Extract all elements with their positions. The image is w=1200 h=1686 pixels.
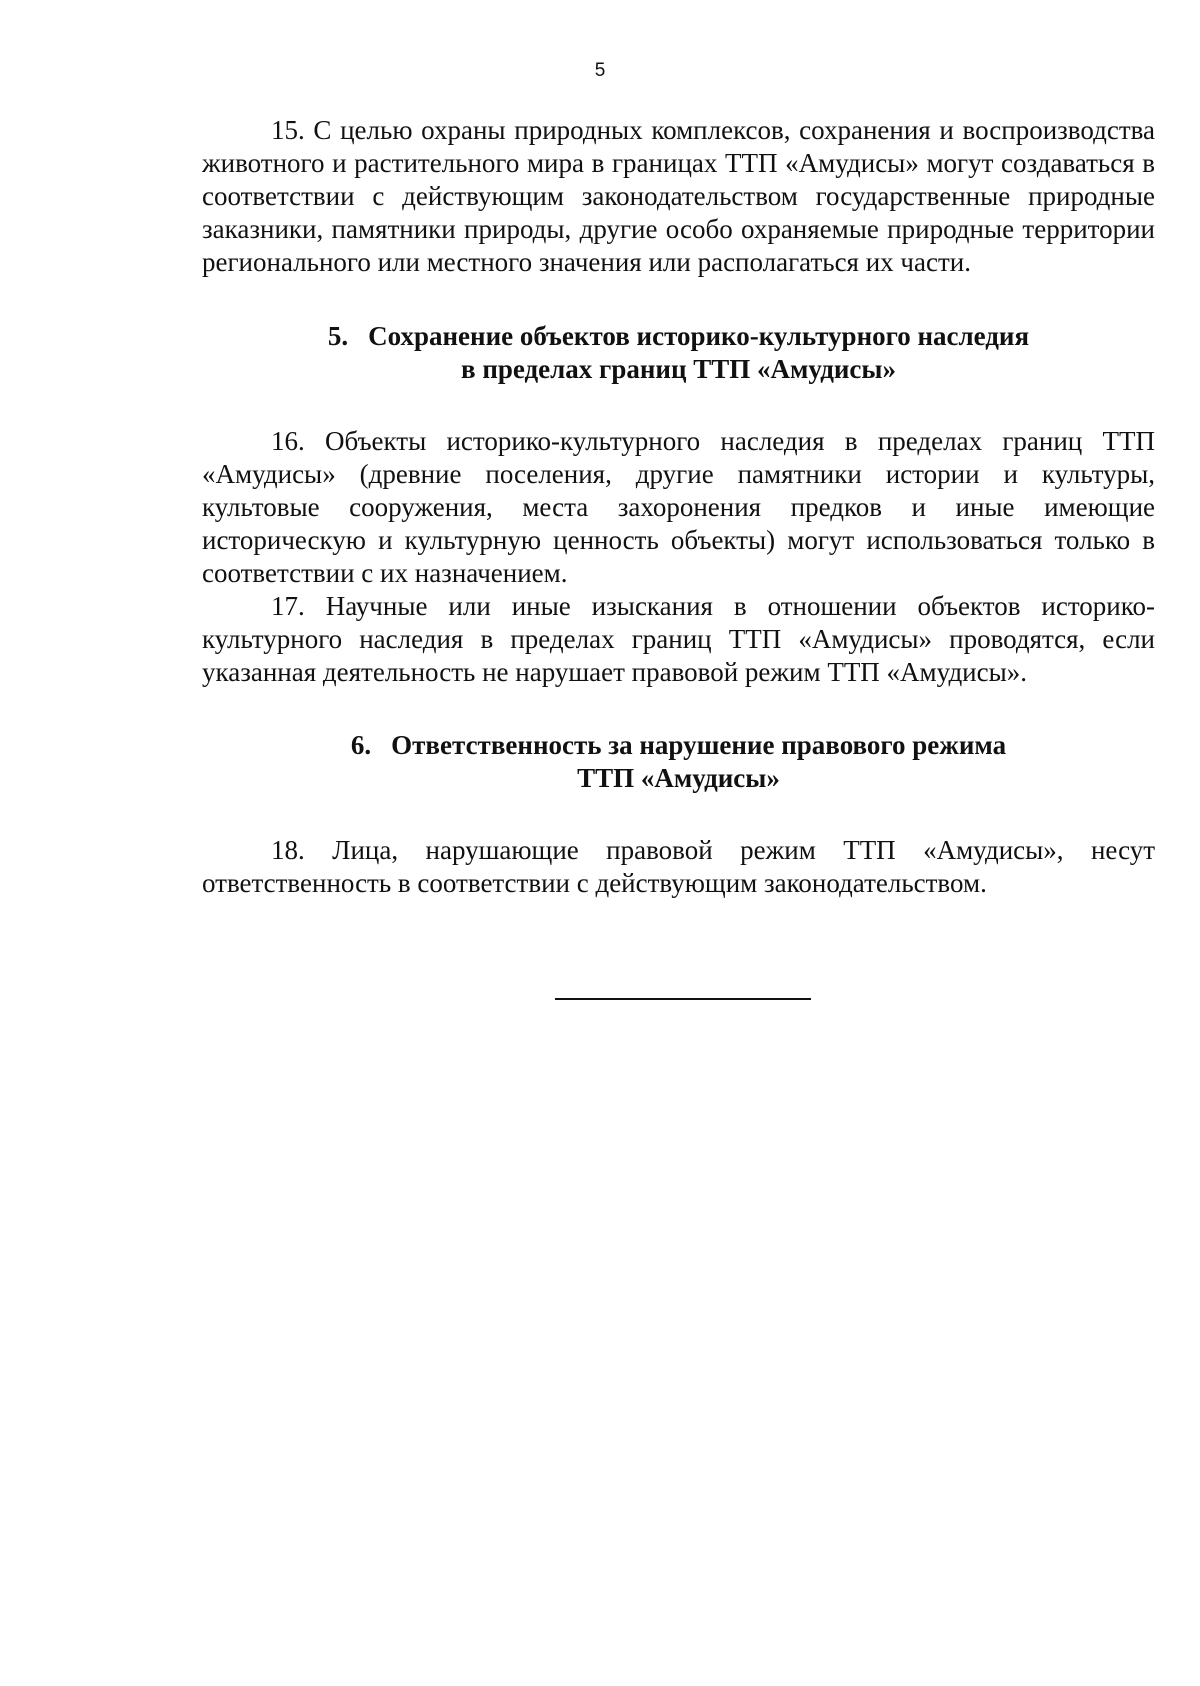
section-6-title-line-2: ТТП «Амудисы» xyxy=(577,763,780,793)
section-5-heading xyxy=(202,320,1155,386)
section-5-number: 5. xyxy=(327,321,349,351)
section-6-title-line-1: Ответственность за нарушение правового режима xyxy=(391,730,1007,760)
paragraph-17: 17. Научные или иные изыскания в отношении объектов историко-культурного наследия в пределах границ ТТП «Амудисы» проводятся, если указанная деятельность не нарушает правовой режим ТТП «Амудисы». xyxy=(202,591,1155,687)
page-number: 5 xyxy=(594,60,606,81)
section-5-title-line-1: Сохранение объектов историко-культурного наследия xyxy=(368,321,1030,351)
section-6-number: 6. xyxy=(350,730,372,760)
section-6-heading xyxy=(202,729,1155,795)
end-divider-line xyxy=(555,998,811,1000)
paragraph-18: 18. Лица, нарушающие правовой режим ТТП «Амудисы», несут ответственность в соответствии с действующим законодательством. xyxy=(202,835,1155,898)
section-6-heading-line-1 xyxy=(202,729,1155,762)
document-body xyxy=(202,114,1155,900)
section-5-heading-line-1 xyxy=(202,320,1155,353)
paragraph-15: 15. С целью охраны природных комплексов, сохранения и воспроизводства животного и растительного мира в границах ТТП «Амудисы» могут создаваться в соответствии с действующим законодательством государственные природные заказники, памятники природы, другие особо охраняемые природные территории регионального или местного значения или располагаться их части. xyxy=(202,115,1155,277)
section-5-title-line-2: в пределах границ ТТП «Амудисы» xyxy=(460,354,896,384)
paragraph-16: 16. Объекты историко-культурного наследия в пределах границ ТТП «Амудисы» (древние поселения, другие памятники истории и культуры, культовые сооружения, места захоронения предков и иные имеющие историческую и культурную ценность объекты) могут использоваться только в соответствии с их назначением. xyxy=(202,426,1155,588)
